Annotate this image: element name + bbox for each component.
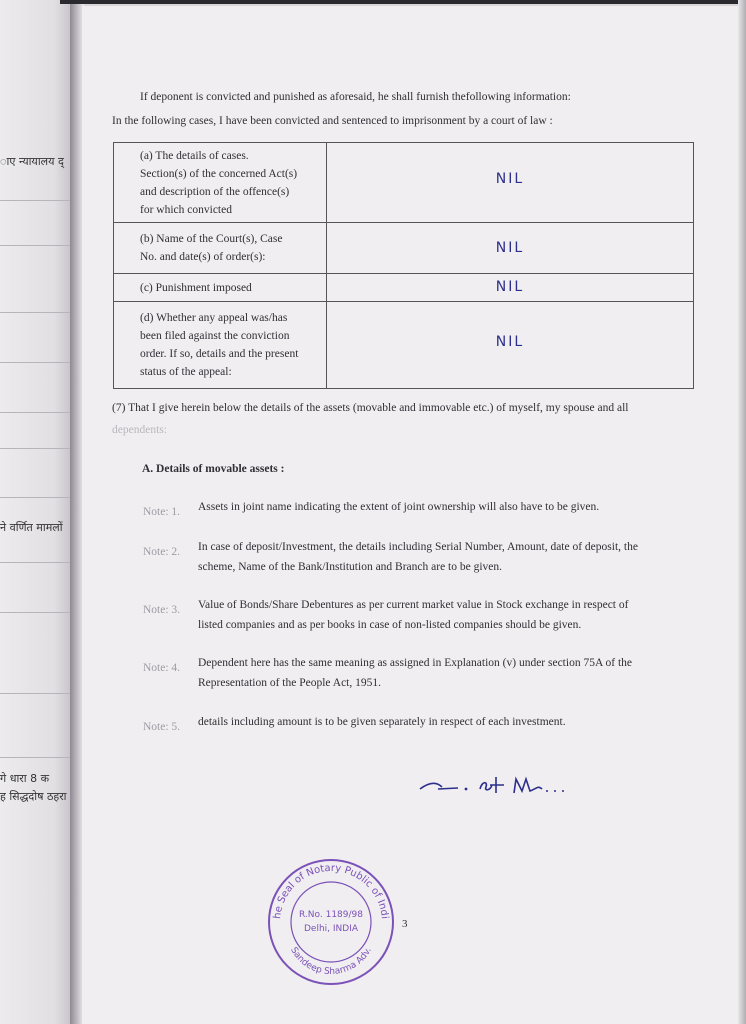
signature-stroke — [418, 773, 578, 797]
assets-paragraph: (7) That I give herein below the details of the assets (movable and immovable etc.) of myself, my spouse and all — [112, 402, 629, 414]
note-text: Value of Bonds/Share Debentures as per current market value in Stock exchange in respect of — [198, 599, 629, 611]
page-number: 3 — [402, 918, 408, 930]
note-text: Representation of the People Act, 1951. — [198, 677, 382, 689]
seal-reg: R.No. 1189/98 — [299, 910, 363, 920]
hindi-fragment: ह सिद्धदोष ठहरा — [0, 790, 67, 803]
intro-paragraph: If deponent is convicted and punished as aforesaid, he shall furnish thefollowing information: — [140, 91, 571, 103]
svg-text:Sandeep Sharma Adv. — [288, 946, 374, 977]
seal-city: Delhi, INDIA — [303, 924, 359, 934]
divider — [0, 757, 70, 758]
divider — [0, 693, 70, 694]
hindi-fragment: ाए न्यायालय द् — [0, 155, 64, 168]
answer-cell — [327, 274, 694, 302]
note-text: In case of deposit/Investment, the details including Serial Number, Amount, date of deposit, the — [198, 541, 638, 553]
seal-ring-bottom: Sandeep Sharma Adv. — [288, 945, 374, 978]
seal-graphic — [266, 857, 396, 987]
note-text: listed companies and as per books in case of non-listed companies should be given. — [198, 619, 582, 631]
question-line: for which convicted — [140, 203, 232, 216]
question-cell — [114, 274, 327, 302]
note-label: Note: 1. — [143, 506, 181, 518]
divider — [0, 200, 70, 201]
question-line: (c) Punishment imposed — [140, 281, 252, 294]
question-line: and description of the offence(s) — [140, 185, 290, 198]
note-label: Note: 3. — [143, 604, 181, 616]
question-line: status of the appeal: — [140, 366, 232, 378]
table-row — [114, 302, 694, 389]
divider — [0, 245, 70, 246]
answer-cell — [327, 302, 694, 389]
question-line: order. If so, details and the present — [140, 348, 299, 360]
note-text: Dependent here has the same meaning as assigned in Explanation (v) under section 75A of the — [198, 657, 632, 669]
question-line: Section(s) of the concerned Act(s) — [140, 167, 298, 180]
question-cell — [114, 302, 327, 389]
question-line: No. and date(s) of order(s): — [140, 251, 266, 263]
answer-handwritten: NIL — [495, 239, 525, 256]
question-line: (a) The details of cases. — [140, 149, 249, 162]
question-cell — [114, 223, 327, 274]
assets-paragraph-cont: dependents: — [112, 424, 167, 436]
divider — [0, 312, 70, 313]
note-text: Assets in joint name indicating the extent of joint ownership will also have to be given. — [198, 501, 600, 513]
question-cell — [114, 143, 327, 223]
signature — [418, 773, 578, 802]
answer-handwritten: NIL — [495, 171, 525, 187]
answer-cell — [327, 223, 694, 274]
divider — [0, 612, 70, 613]
answer-handwritten: NIL — [495, 279, 525, 295]
answer-handwritten: NIL — [495, 333, 525, 350]
right-edge — [738, 0, 746, 1024]
question-line: (d) Whether any appeal was/has — [140, 312, 288, 324]
divider — [0, 562, 70, 563]
hindi-fragment: गे धारा 8 क — [0, 772, 50, 785]
divider — [0, 412, 70, 413]
seal-ring-text: he Seal of Notary Public of Indi — [272, 862, 390, 920]
left-facing-page — [0, 0, 78, 1024]
question-line: been filed against the conviction — [140, 330, 290, 342]
divider — [0, 497, 70, 498]
answer-cell — [327, 143, 694, 223]
divider — [0, 362, 70, 363]
section-heading: A. Details of movable assets : — [142, 463, 285, 475]
note-text: details including amount is to be given separately in respect of each investment. — [198, 716, 566, 728]
conviction-table — [113, 142, 694, 389]
table-row — [114, 143, 694, 223]
note-label: Note: 5. — [143, 721, 181, 733]
notary-seal — [266, 857, 396, 992]
top-edge — [60, 0, 746, 4]
table-row — [114, 274, 694, 302]
table-row — [114, 223, 694, 274]
hindi-fragment: ने वर्णित मामलों — [0, 521, 63, 534]
note-label: Note: 2. — [143, 546, 181, 558]
note-label: Note: 4. — [143, 662, 181, 674]
divider — [0, 448, 70, 449]
cases-paragraph: In the following cases, I have been convicted and sentenced to imprisonment by a court of law : — [112, 115, 553, 127]
note-text: scheme, Name of the Bank/Institution and Branch are to be given. — [198, 561, 503, 573]
question-line: (b) Name of the Court(s), Case — [140, 233, 283, 245]
